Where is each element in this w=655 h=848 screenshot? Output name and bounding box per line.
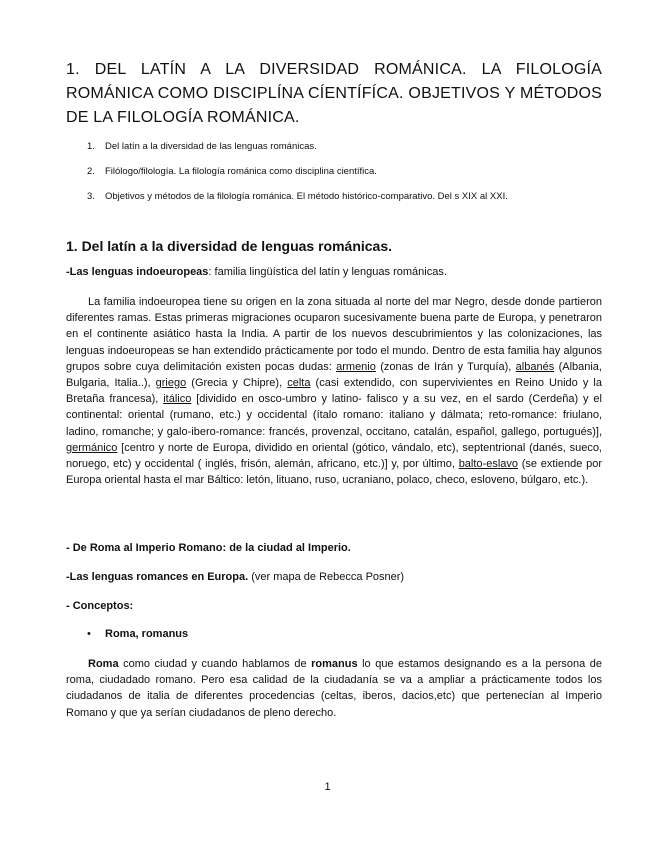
subheading-indoeuropean: [66, 265, 447, 280]
toc-item: [87, 190, 587, 203]
paragraph-text: La familia indoeuropea tiene su origen en la zona situada al norte del mar Negro, desde donde partieron diferentes ramas. Estas primeras migraciones ocuparon sucesivamente buena parte de Europa, y penetraron en el continente asiático hasta la India. A partir de los nuevos descubrimientos y las colonizaciones, las lenguas indoeuropeas se han extendido prácticamente por todo el mundo. Dentro de esta familia hay algunos grupos sobre cuya delimitación existen pocas dudas:: [66, 296, 602, 373]
paragraph-text: [dividido en osco-umbro y latino- falisco y a su vez, en el sardo (Cerdeña) y el continental: oriental (rumano, etc.) y occidental (ítalo romano: italiano y dálmata; reto-romance: friulano, ladino, romanche; y galo-ibero-romance: francés, provenzal, occitano, catalán, español, gallego, portugués)],: [66, 393, 602, 438]
paragraph-roma: [66, 656, 602, 721]
table-of-contents: [87, 140, 587, 215]
paragraph-text: (Albania, Bulgaria, Italia..),: [66, 360, 602, 390]
subheading-bold: - Conceptos:: [66, 600, 134, 612]
toc-item-text: Filólogo/filología. La filología románica como disciplina científica.: [105, 166, 377, 177]
bullet-text: Roma, romanus: [105, 628, 189, 640]
section-heading: 1. Del latín a la diversidad de lenguas románicas.: [66, 238, 393, 254]
paragraph-text: lo que estamos designando es a la persona de roma, ciudadado romano. Pero esa calidad de la ciudadanía se va a ampliar a prácticamente todos los ciudadanos de italia de diferentes procedencias (celtas, iberos, dacios,etc) que pertenecían al Imperio Romano y que ya serían ciudadanos de pleno derecho.: [66, 658, 602, 719]
bold-term: romanus: [311, 658, 358, 670]
subheading-bold: -Las lenguas indoeuropeas: [66, 266, 209, 278]
paragraph-text: (Grecia y Chipre),: [186, 377, 288, 390]
bullet-item: [87, 627, 188, 642]
bold-term: Roma: [88, 658, 119, 670]
underlined-term: albanés: [515, 360, 555, 373]
underlined-term: armenio: [336, 360, 376, 373]
toc-item-number: 2.: [87, 166, 95, 177]
subheading-conceptos: [66, 599, 133, 614]
toc-item-number: 1.: [87, 141, 95, 152]
bullet-icon: •: [87, 628, 91, 640]
paragraph-text: (se extiende por Europa oriental hasta el mar Báltico: letón, lituano, ruso, ucraniano, polaco, checo, esloveno, búlgaro, etc.).: [66, 458, 603, 487]
document-title: 1. DEL LATÍN A LA DIVERSIDAD ROMÁNICA. LA FILOLOGÍA ROMÁNICA COMO DISCIPLÍNA CÍENTÍFÍCA. OBJETIVOS Y MÉTODOS DE LA FILOLOGÍA ROMÁNICA.: [66, 61, 602, 126]
paragraph-text: (zonas de Irán y Turquía),: [375, 360, 516, 373]
toc-item-number: 3.: [87, 191, 95, 202]
subheading-bold: - De Roma al Imperio Romano: de la ciudad al Imperio.: [66, 542, 351, 554]
subheading-bold: -Las lenguas romances en Europa.: [66, 571, 249, 583]
page-number: 1: [324, 781, 331, 793]
toc-item: [87, 140, 587, 153]
subheading-lenguas-romances: [66, 570, 404, 585]
toc-item: [87, 165, 587, 178]
underlined-term: itálico: [163, 393, 192, 406]
underlined-term: germánico: [66, 441, 118, 454]
subheading-rest: (ver mapa de Rebecca Posner): [248, 571, 405, 583]
underlined-term: balto-eslavo: [458, 458, 519, 471]
paragraph-text: (casi extendido, con supervivientes en Reino Unido y la Bretaña francesa),: [66, 377, 602, 406]
subheading-rest: : familia lingüística del latín y lenguas románicas.: [208, 266, 447, 278]
underlined-term: celta: [287, 377, 311, 390]
underlined-term: griego: [155, 377, 187, 390]
subheading-roma-imperio: [66, 541, 351, 556]
toc-item-text: Objetivos y métodos de la filología románica. El método histórico-comparativo. Del s XIX al XXI.: [105, 191, 508, 202]
toc-item-text: Del latín a la diversidad de las lenguas románicas.: [105, 141, 317, 152]
paragraph-indoeuropean: [66, 294, 602, 488]
paragraph-text: como ciudad y cuando hablamos de: [118, 658, 312, 670]
paragraph-text: [centro y norte de Europa, dividido en oriental (gótico, vándalo, etc), septentrional (danés, sueco, noruego, etc) y occidental ( inglés, frisón, alemán, africano, etc.)] y, por último,: [66, 441, 602, 471]
